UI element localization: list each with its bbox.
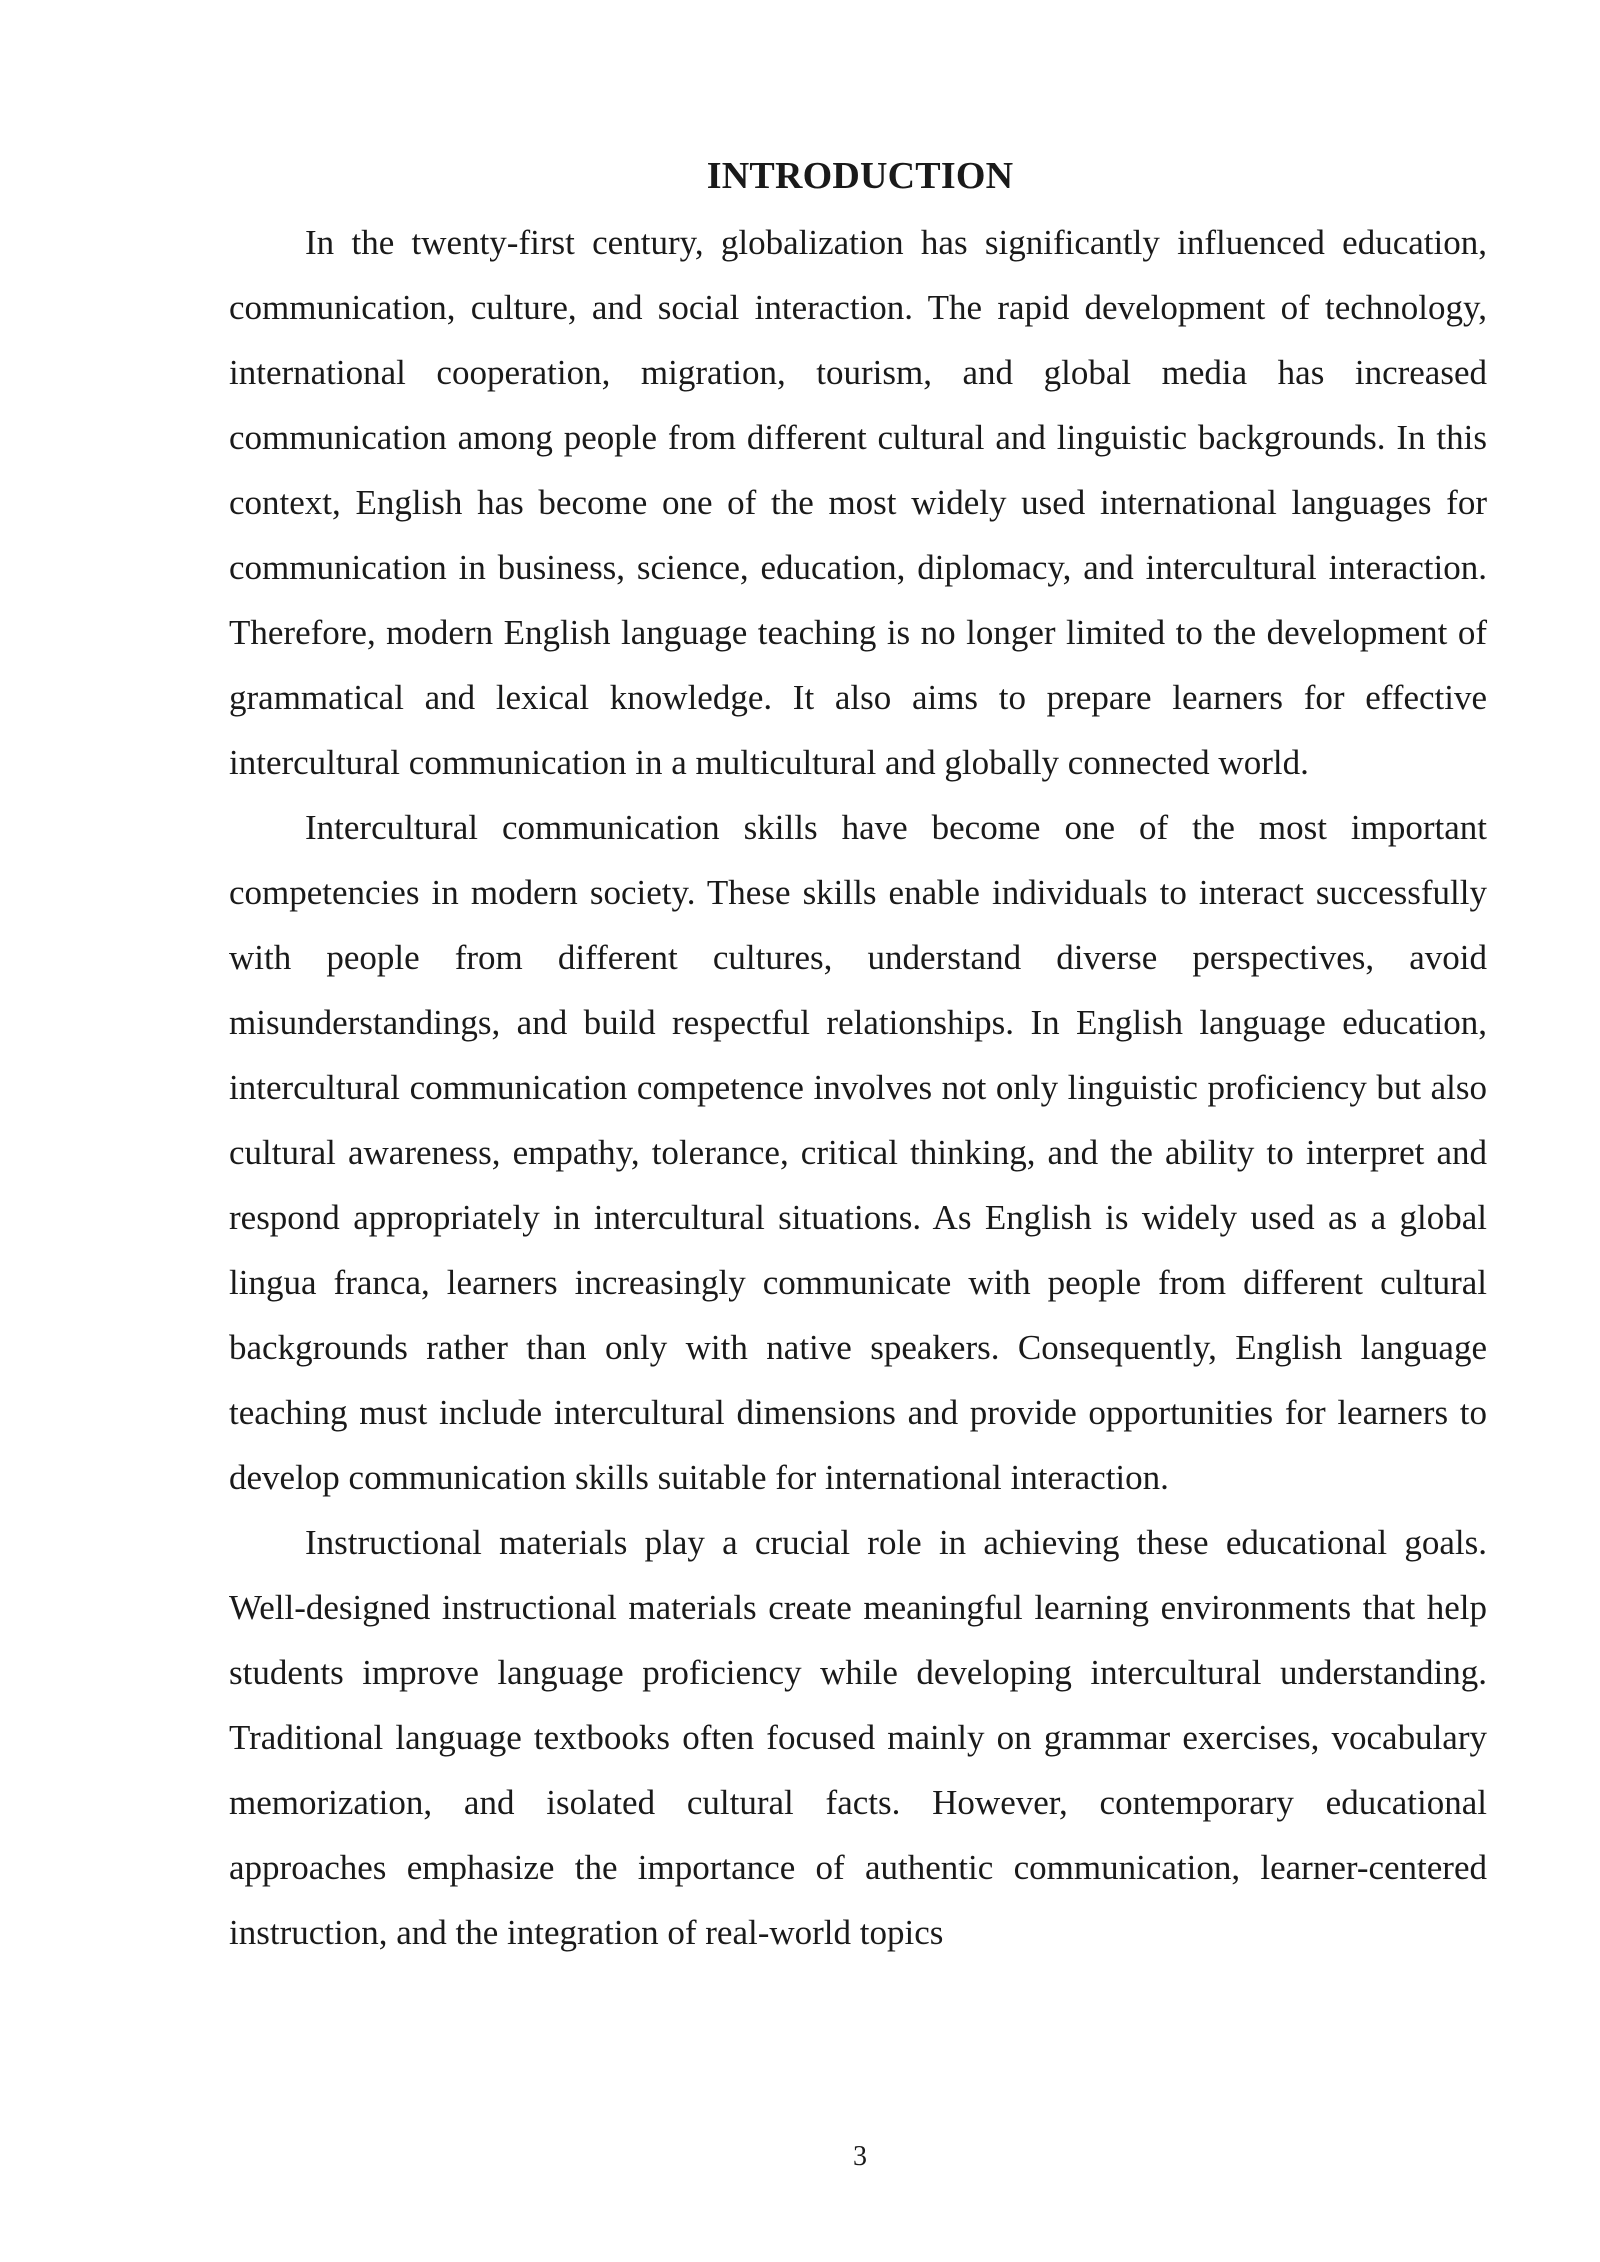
- body-text: [229, 210, 1487, 1965]
- page-number: 3: [853, 2141, 867, 2172]
- paragraph-3: Instructional materials play a crucial role in achieving these educational goals. Well-designed instructional materials create meaningful learning environments that help students improve language proficiency while developing intercultural understanding. Traditional language textbooks often focused mainly on grammar exercises, vocabulary memorization, and isolated cultural facts. However, contemporary educational approaches emphasize the importance of authentic communication, learner-centered instruction, and the integration of real-world topics: [229, 1523, 1487, 1952]
- section-heading: INTRODUCTION: [706, 155, 1014, 197]
- paragraph-2: Intercultural communication skills have become one of the most important competencies in modern society. These skills enable individuals to interact successfully with people from different cultures, understand diverse perspectives, avoid misunderstandings, and build respectful relationships. In English language education, intercultural communication competence involves not only linguistic proficiency but also cultural awareness, empathy, tolerance, critical thinking, and the ability to interpret and respond appropriately in intercultural situations. As English is widely used as a global lingua franca, learners increasingly communicate with people from different cultural backgrounds rather than only with native speakers. Consequently, English language teaching must include intercultural dimensions and provide opportunities for learners to develop communication skills suitable for international interaction.: [229, 808, 1487, 1497]
- paragraph-1: In the twenty-first century, globalization has significantly influenced education, communication, culture, and social interaction. The rapid development of technology, international cooperation, migration, tourism, and global media has increased communication among people from different cultural and linguistic backgrounds. In this context, English has become one of the most widely used international languages for communication in business, science, education, diplomacy, and intercultural interaction. Therefore, modern English language teaching is no longer limited to the development of grammatical and lexical knowledge. It also aims to prepare learners for effective intercultural communication in a multicultural and globally connected world.: [229, 223, 1487, 782]
